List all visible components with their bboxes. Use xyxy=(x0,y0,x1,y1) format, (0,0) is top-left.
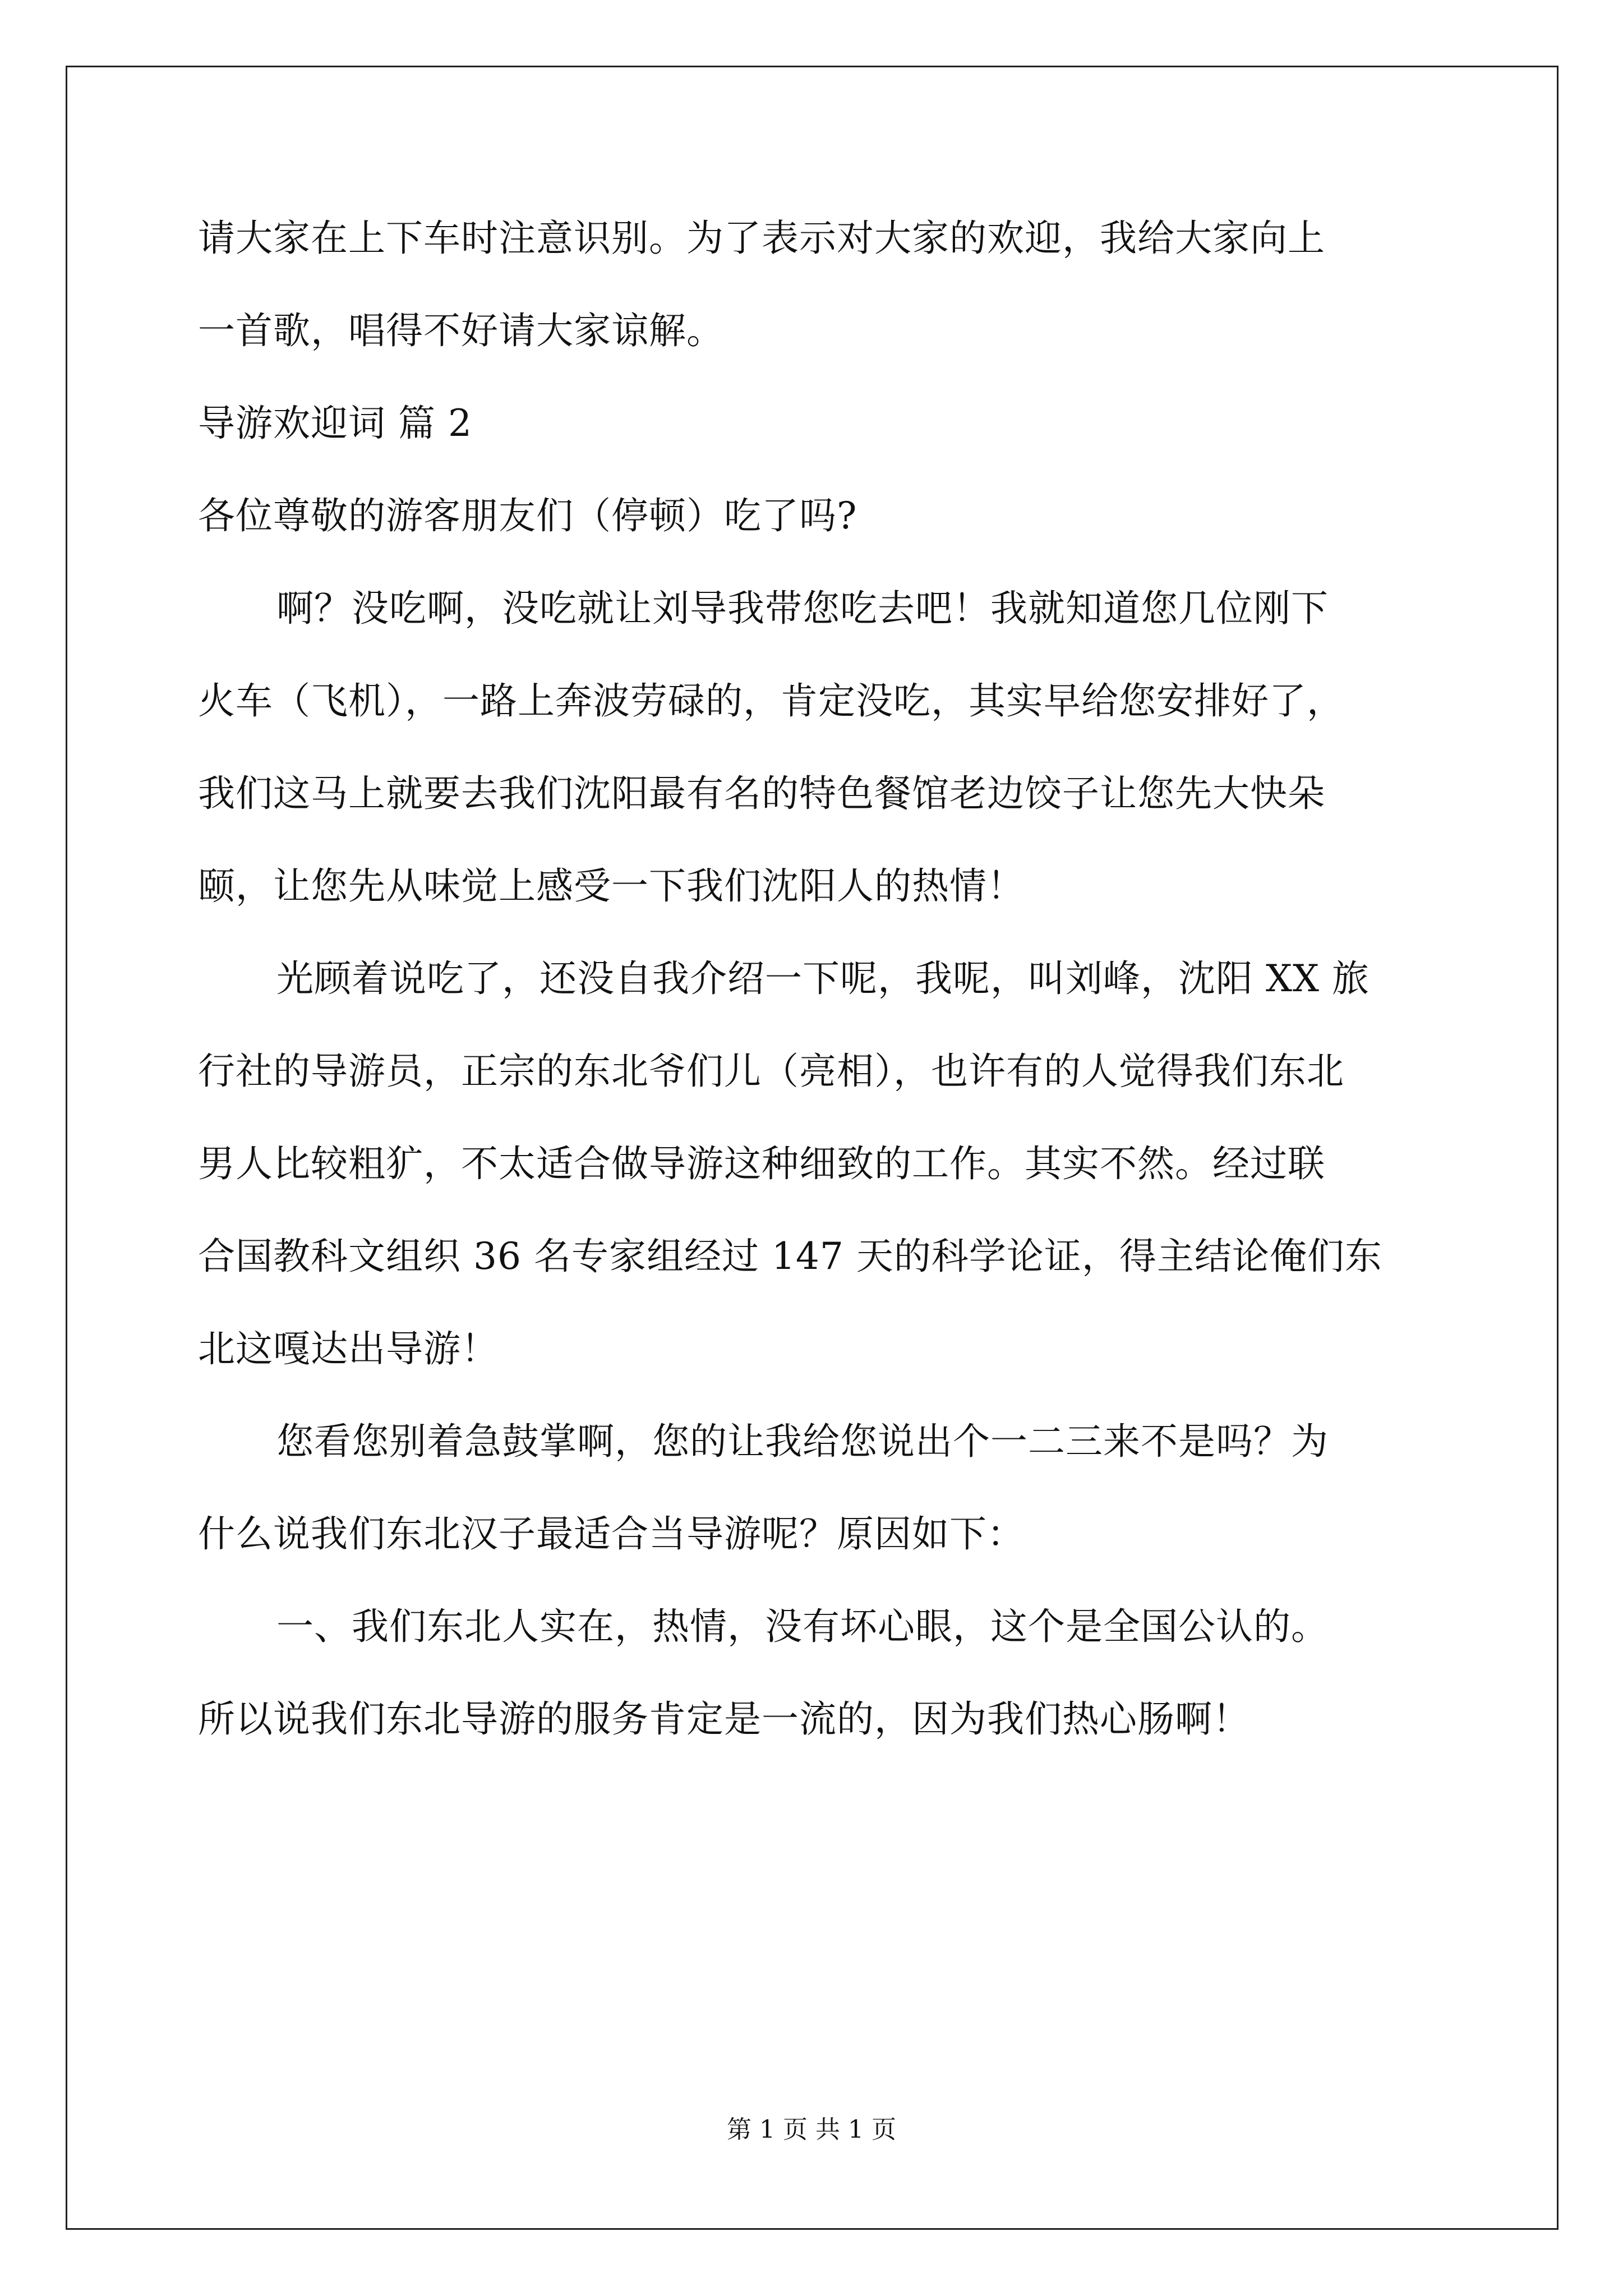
paragraph-line: 男人比较粗犷，不太适合做导游这种细致的工作。其实不然。经过联 xyxy=(198,1142,1325,1185)
paragraph-line: 北这嘎达出导游！ xyxy=(198,1327,499,1370)
paragraph-line: 各位尊敬的游客朋友们（停顿）吃了吗? xyxy=(198,494,857,537)
paragraph-line: 合国教科文组织 36 名专家组经过 147 天的科学论证，得主结论俺们东 xyxy=(198,1235,1382,1278)
page-footer: 第 1 页 共 1 页 xyxy=(727,2115,896,2144)
paragraph-line: 火车（飞机），一路上奔波劳碌的，肯定没吃，其实早给您安排好了， xyxy=(198,679,1344,723)
paragraph-line: 您看您别着急鼓掌啊，您的让我给您说出个一二三来不是吗？为 xyxy=(276,1420,1329,1463)
paragraph-line: 一、我们东北人实在，热情，没有坏心眼，这个是全国公认的。 xyxy=(276,1605,1329,1648)
paragraph-line: 颐，让您先从味觉上感受一下我们沈阳人的热情！ xyxy=(198,864,1025,908)
paragraph-line: 什么说我们东北汉子最适合当导游呢？原因如下： xyxy=(198,1512,1025,1556)
paragraph-line: 请大家在上下车时注意识别。为了表示对大家的欢迎，我给大家向上 xyxy=(198,217,1325,260)
paragraph-line: 啊？没吃啊，没吃就让刘导我带您吃去吧！我就知道您几位刚下 xyxy=(276,587,1329,630)
paragraph-line: 一首歌，唱得不好请大家谅解。 xyxy=(198,309,724,352)
paragraph-line: 所以说我们东北导游的服务肯定是一流的，因为我们热心肠啊！ xyxy=(198,1697,1250,1741)
paragraph-line: 光顾着说吃了，还没自我介绍一下呢，我呢，叫刘峰，沈阳 XX 旅 xyxy=(276,957,1370,1000)
paragraph-line: 我们这马上就要去我们沈阳最有名的特色餐馆老边饺子让您先大快朵 xyxy=(198,772,1325,815)
section-heading: 导游欢迎词 篇 2 xyxy=(198,402,472,445)
paragraph-line: 行社的导游员，正宗的东北爷们儿（亮相），也许有的人觉得我们东北 xyxy=(198,1050,1344,1093)
